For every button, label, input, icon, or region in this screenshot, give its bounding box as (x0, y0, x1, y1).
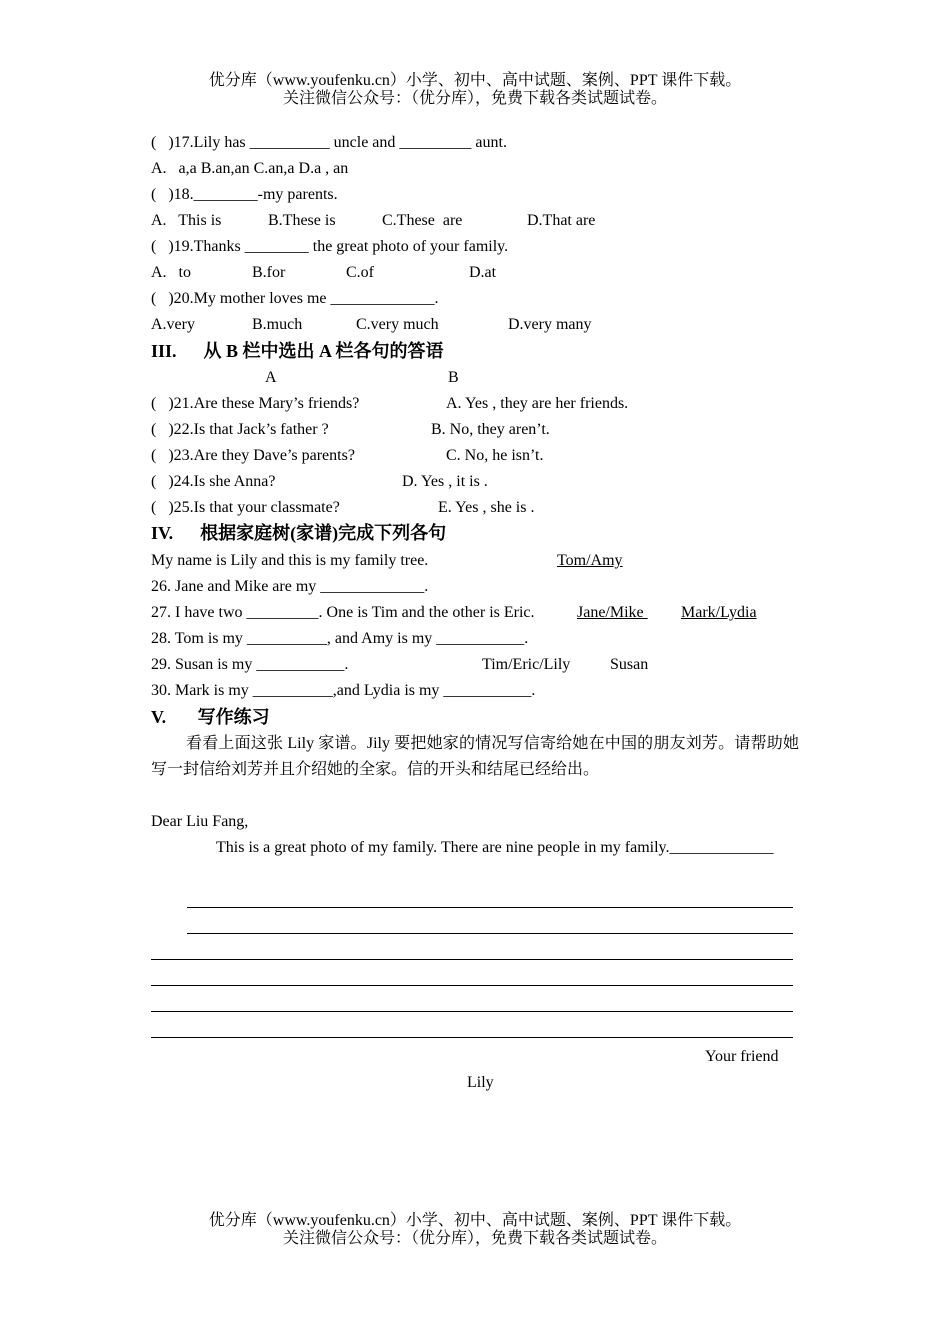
question-29: 29. Susan is my ___________. (151, 656, 349, 673)
writing-line (151, 959, 793, 960)
question-18: ( )18.________-my parents. (151, 186, 338, 203)
question-23: ( )23.Are they Dave’s parents? (151, 447, 355, 464)
question-19-option-a: A. to (151, 264, 191, 281)
answer-c: C. No, he isn’t. (446, 447, 544, 464)
question-18-option-d: D.That are (527, 212, 596, 229)
answer-e: E. Yes , she is . (438, 499, 535, 516)
column-b-label: B (448, 369, 459, 386)
question-20-option-d: D.very many (508, 316, 592, 333)
answer-d: D. Yes , it is . (402, 473, 488, 490)
question-17: ( )17.Lily has __________ uncle and _________ aunt. (151, 134, 507, 151)
question-19-option-c: C.of (346, 264, 374, 281)
family-tree-intro: My name is Lily and this is my family tree. (151, 552, 429, 569)
answer-a: A. Yes , they are her friends. (446, 395, 629, 412)
question-19-option-d: D.at (469, 264, 497, 281)
question-19-option-b: B.for (252, 264, 286, 281)
writing-instructions: 看看上面这张 Lily 家谱。Jily 要把她家的情况写信寄给她在中国的朋友刘芳。请帮助她写一封信给刘芳并且介绍她的全家。信的开头和结尾已经给出。 (151, 735, 799, 778)
writing-line (151, 985, 793, 986)
tree-uncle-aunt: Mark/Lydia (681, 604, 757, 621)
question-26: 26. Jane and Mike are my _____________. (151, 578, 429, 595)
question-30: 30. Mark is my __________,and Lydia is my ___________. (151, 682, 536, 699)
question-18-option-c: C.These are (382, 212, 463, 229)
section-3-title: III. 从 B 栏中选出 A 栏各句的答语 (151, 341, 444, 361)
question-27: 27. I have two _________. One is Tim and the other is Eric. (151, 604, 535, 621)
footer-line-1: 优分库（www.youfenku.cn）小学、初中、高中试题、案例、PPT 课件下载。 (208, 1212, 742, 1229)
question-17-options: A. a,a B.an,an C.an,a D.a , an (151, 160, 349, 177)
footer-line-2: 关注微信公众号：（优分库），免费下载各类试题试卷。 (282, 1230, 667, 1247)
question-20-option-c: C.very much (356, 316, 439, 333)
tree-parents: Jane/Mike (577, 604, 648, 621)
header-line-1: 优分库（www.youfenku.cn）小学、初中、高中试题、案例、PPT 课件下载。 (208, 72, 742, 89)
letter-greeting: Dear Liu Fang, (151, 813, 249, 830)
letter-closing: Your friend (705, 1048, 779, 1065)
section-4-title: IV. 根据家庭树(家谱)完成下列各句 (151, 523, 447, 543)
letter-opening: This is a great photo of my family. There are nine people in my family._____________ (216, 839, 774, 856)
question-20: ( )20.My mother loves me _____________. (151, 290, 439, 307)
question-25: ( )25.Is that your classmate? (151, 499, 340, 516)
question-28: 28. Tom is my __________, and Amy is my ___________. (151, 630, 529, 647)
question-20-option-b: B.much (252, 316, 303, 333)
letter-signature: Lily (467, 1074, 494, 1091)
tree-cousin: Susan (610, 656, 649, 673)
question-22: ( )22.Is that Jack’s father ? (151, 421, 329, 438)
tree-children: Tim/Eric/Lily (482, 656, 571, 673)
writing-line (151, 1037, 793, 1038)
question-18-option-b: B.These is (268, 212, 336, 229)
question-24: ( )24.Is she Anna? (151, 473, 276, 490)
answer-b: B. No, they aren’t. (431, 421, 550, 438)
header-line-2: 关注微信公众号：（优分库），免费下载各类试题试卷。 (282, 90, 667, 107)
question-21: ( )21.Are these Mary’s friends? (151, 395, 360, 412)
tree-grandparents: Tom/Amy (557, 552, 623, 569)
column-a-label: A (265, 369, 277, 386)
question-18-option-a: A. This is (151, 212, 222, 229)
writing-line (187, 933, 793, 934)
question-20-option-a: A.very (151, 316, 195, 333)
question-19: ( )19.Thanks ________ the great photo of your family. (151, 238, 509, 255)
writing-line (151, 1011, 793, 1012)
writing-line (187, 907, 793, 908)
section-5-title: V. 写作练习 (151, 707, 270, 727)
